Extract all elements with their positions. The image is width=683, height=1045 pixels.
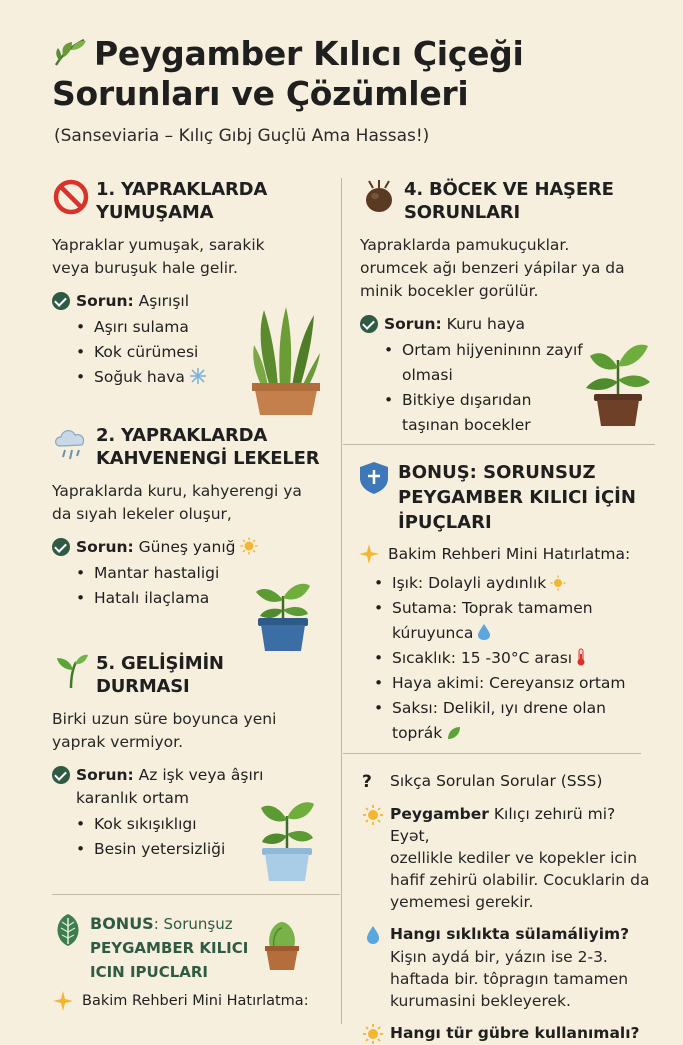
sparkle-icon bbox=[52, 990, 74, 1012]
bonus-title-line2: PEYGAMBER KILICI bbox=[90, 939, 249, 957]
problem-label: Sorun: bbox=[384, 315, 442, 333]
section-description: Yapraklarda pamukuçuklar. orumcek ağı benzeri yápilar ya da minik bocekler gorülür. bbox=[360, 236, 625, 300]
faq-title: Sıkça Sorulan Sorular (SSS) bbox=[390, 772, 603, 790]
divider-right-1 bbox=[343, 444, 655, 445]
sun-icon bbox=[240, 537, 258, 555]
small-potted-plant-illustration bbox=[262, 918, 302, 972]
tip-label: Sıcaklık: bbox=[392, 649, 456, 667]
list-item: • Mantar hastaligi bbox=[76, 561, 342, 586]
problem-row bbox=[360, 313, 655, 336]
list-item: • Bitkiye dışarıdan taşınan bocekler bbox=[384, 388, 584, 438]
sparkle-icon bbox=[358, 543, 380, 565]
tip-item bbox=[374, 696, 644, 746]
potted-plant-brown-illustration bbox=[582, 338, 654, 428]
list-item: • Aşırı sulama bbox=[76, 315, 337, 340]
bonus-title-line3: ICIN IPUCLARI bbox=[90, 963, 209, 981]
faq-answer: ozellikle kediler ve kopekler icin hafif zehirü olabilir. Cocuklarin da yememesi gerekir. bbox=[390, 849, 650, 911]
tip-label: Haya akimi: bbox=[392, 674, 485, 692]
check-circle-icon bbox=[360, 315, 378, 333]
section-description: Yapraklar yumuşak, sarakik veya buruşuk hale gelir. bbox=[52, 236, 265, 277]
faq-question-rest: Kılıçı zehırü mi? Eyǝt, bbox=[390, 805, 616, 845]
section-title: 2. YAPRAKLARDA KAHVENENGİ LEKELER bbox=[96, 425, 320, 469]
check-circle-icon bbox=[52, 292, 70, 310]
list-item-text: Soğuk hava bbox=[94, 368, 185, 386]
list-item: • Besin yetersizliği bbox=[76, 837, 337, 862]
faq-question bbox=[362, 1022, 662, 1045]
list-item: • Kok sıkışıklıgı bbox=[76, 812, 337, 837]
section-title: 4. BÖCEK VE HAŞERE SORUNLARI bbox=[404, 179, 614, 223]
problem-text: Az işk veya âşırı karanlık ortam bbox=[76, 766, 264, 807]
problem-row bbox=[52, 536, 342, 559]
problem-label: Sorun: bbox=[76, 766, 134, 784]
page-title bbox=[52, 34, 652, 114]
check-circle-icon bbox=[52, 538, 70, 556]
problem-label: Sorun: bbox=[76, 292, 134, 310]
sun-icon bbox=[550, 575, 566, 591]
faq-question-text: Hangı tür gübre kullanımalı? bbox=[390, 1024, 640, 1042]
sprout-icon bbox=[52, 652, 90, 690]
faq-answer: Kişın aydá bir, yázın ise 2-3. haftada bir. tôpragın tamamen kurumasini bekleyerek. bbox=[390, 948, 629, 1010]
tip-label: Saksı: bbox=[392, 699, 438, 717]
section-title: 1. YAPRAKLARDA YUMUŞAMA bbox=[96, 179, 268, 223]
question-mark-icon: ? bbox=[362, 772, 372, 792]
faq-question bbox=[362, 803, 662, 847]
tip-text: 15 -30°C arası bbox=[460, 649, 573, 667]
section-title: 5. GELİŞİMİN DURMASI bbox=[96, 653, 224, 697]
tip-item bbox=[374, 571, 644, 596]
title-line1: Peygamber Kılıcı Çiçeği bbox=[94, 34, 524, 73]
section-description: Birki uzun süre boyunca yeni yaprak vermiyor. bbox=[52, 710, 277, 751]
mini-reminder bbox=[52, 990, 342, 1012]
faq-question-text: Hangı sıklıkta sülamáliyim? bbox=[390, 925, 630, 943]
title-line2: Sorunları ve Çözümleri bbox=[52, 74, 469, 113]
potted-plant-blue-illustration bbox=[252, 576, 314, 652]
page-subtitle: (Sanseviaria – Kılıç Gıbj Guçlü Ama Hassas!) bbox=[54, 126, 430, 146]
section-description: Yapraklarda kuru, kahyerengi ya da sıyah lekeler oluşur, bbox=[52, 482, 302, 523]
mini-reminder-text: Bakim Rehberi Mini Hatırlatma: bbox=[388, 545, 631, 563]
section-faq bbox=[362, 770, 662, 1045]
water-drop-icon bbox=[477, 623, 491, 641]
faq-header bbox=[362, 770, 662, 793]
problem-label: Sorun: bbox=[76, 538, 134, 556]
problem-text: Güneş yanığ bbox=[138, 538, 236, 556]
tip-text: Toprak tamamen kúruyunca bbox=[392, 599, 593, 642]
leaf-icon bbox=[446, 725, 462, 741]
potted-plant-light-blue-illustration bbox=[256, 798, 318, 882]
bonus-title: BONUŞ: SORUNSUZ PEYGAMBER KILICI İÇİN İPUÇLARI bbox=[398, 462, 636, 533]
faq-question-text: Peygamber bbox=[390, 805, 489, 823]
water-drop-icon bbox=[362, 924, 384, 946]
tip-text: Cereyansız ortam bbox=[489, 674, 626, 692]
tip-text: Delikil, ıyı drene olan toprák bbox=[392, 699, 606, 742]
thermometer-icon bbox=[576, 648, 586, 666]
tip-text: Dolayli aydınlık bbox=[428, 574, 547, 592]
sun-icon bbox=[362, 1023, 384, 1045]
tip-item bbox=[374, 646, 644, 671]
tip-label: Sutama: bbox=[392, 599, 458, 617]
list-item: • Kok cürümesi bbox=[76, 340, 337, 365]
shield-icon bbox=[358, 460, 390, 496]
bonus-title-prefix: BONUS bbox=[90, 914, 154, 933]
snake-plant-illustration bbox=[250, 305, 322, 417]
section-bonus-right bbox=[358, 460, 658, 746]
leaf-icon bbox=[52, 37, 88, 67]
problem-text: Kuru haya bbox=[446, 315, 526, 333]
sun-icon bbox=[362, 804, 384, 826]
bug-icon bbox=[360, 178, 398, 216]
check-circle-icon bbox=[52, 766, 70, 784]
list-item: • Hatalı ilaçlama bbox=[76, 586, 342, 611]
problem-text: Aşırışıl bbox=[138, 292, 190, 310]
prohibited-icon bbox=[52, 178, 90, 216]
cloud-rain-icon bbox=[52, 424, 90, 462]
list-item: • Ortam hijyeninınn zayıf olmasi bbox=[384, 338, 584, 388]
leaf-badge-icon bbox=[52, 912, 84, 948]
tip-item bbox=[374, 596, 644, 646]
tip-item bbox=[374, 671, 644, 696]
faq-question bbox=[362, 923, 662, 946]
divider-left-1 bbox=[52, 894, 340, 895]
bonus-title-rest: : Sorunşuz bbox=[153, 915, 233, 933]
mini-reminder bbox=[358, 543, 658, 565]
mini-reminder-text: Bakim Rehberi Mini Hatırlatma: bbox=[82, 993, 309, 1009]
tip-label: Işık: bbox=[392, 574, 424, 592]
snowflake-icon bbox=[189, 367, 207, 385]
divider-right-2 bbox=[343, 753, 641, 754]
